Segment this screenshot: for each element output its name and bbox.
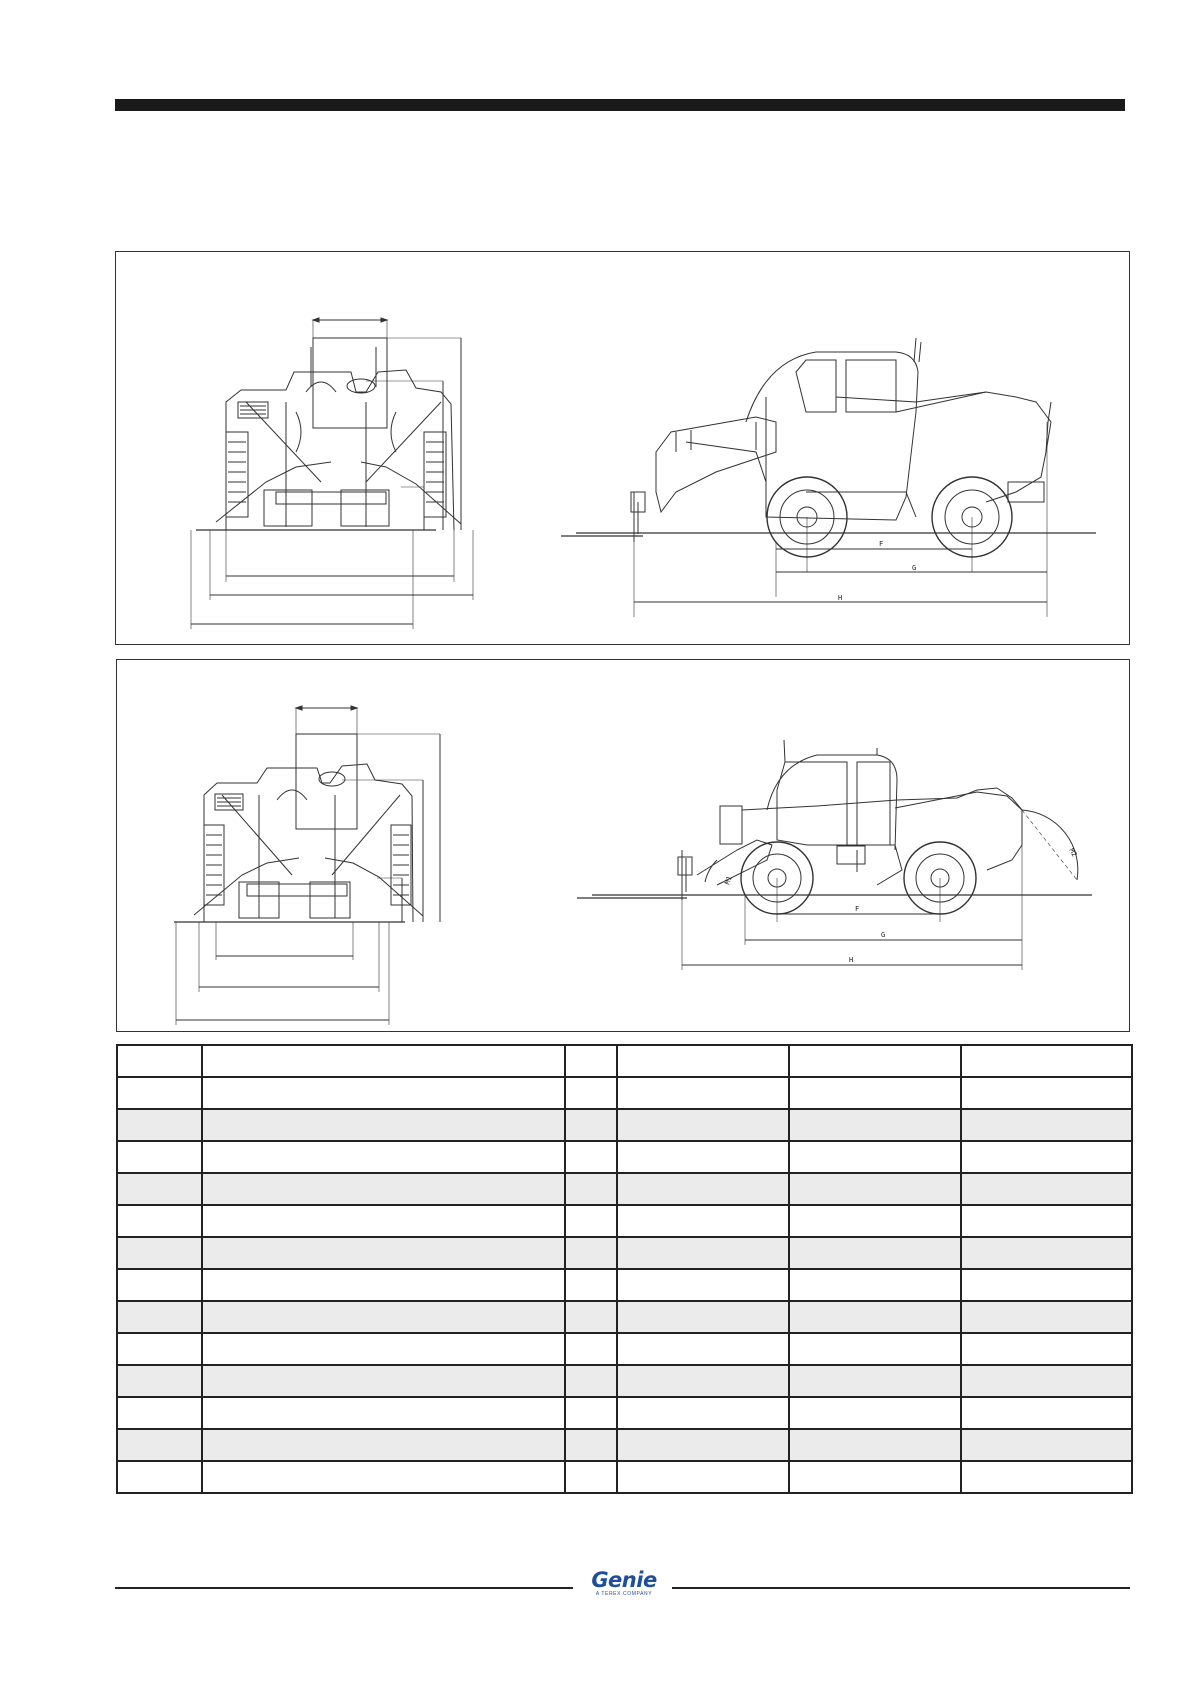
footer-rule-right xyxy=(672,1587,1130,1589)
figure-panel-variant xyxy=(116,659,1130,1032)
side-view-drawing xyxy=(577,740,1092,970)
table-row xyxy=(117,1301,1132,1333)
dim-label-g: G xyxy=(881,931,886,939)
table-row xyxy=(117,1269,1132,1301)
dim-label-g: G xyxy=(912,564,917,572)
dim-label-m2: M2 xyxy=(1067,847,1079,859)
table-row xyxy=(117,1173,1132,1205)
table-row xyxy=(117,1141,1132,1173)
table-row xyxy=(117,1109,1132,1141)
dim-label-h: H xyxy=(849,956,854,964)
dim-label-h: H xyxy=(838,594,843,602)
table-row xyxy=(117,1333,1132,1365)
footer-rule-left xyxy=(115,1587,573,1589)
dim-label-f: F xyxy=(879,540,884,548)
table-row xyxy=(117,1461,1132,1493)
figure-panel-standard xyxy=(115,251,1130,645)
table-row xyxy=(117,1429,1132,1461)
table-row xyxy=(117,1237,1132,1269)
table-row xyxy=(117,1365,1132,1397)
table-row xyxy=(117,1077,1132,1109)
table-header-row xyxy=(117,1045,1132,1077)
header-rule xyxy=(115,99,1125,111)
genie-logo xyxy=(582,1570,666,1600)
logo-wordmark: Genie xyxy=(591,1568,657,1592)
front-view-drawing xyxy=(191,318,473,629)
dim-label-f: F xyxy=(855,905,860,913)
side-view-drawing xyxy=(561,338,1096,617)
dimension-spec-table xyxy=(116,1044,1133,1494)
table-row xyxy=(117,1397,1132,1429)
dim-label-m1: M1 xyxy=(723,875,734,886)
logo-tagline: A TEREX COMPANY xyxy=(595,1591,653,1597)
front-view-drawing xyxy=(174,706,440,1025)
table-row xyxy=(117,1205,1132,1237)
